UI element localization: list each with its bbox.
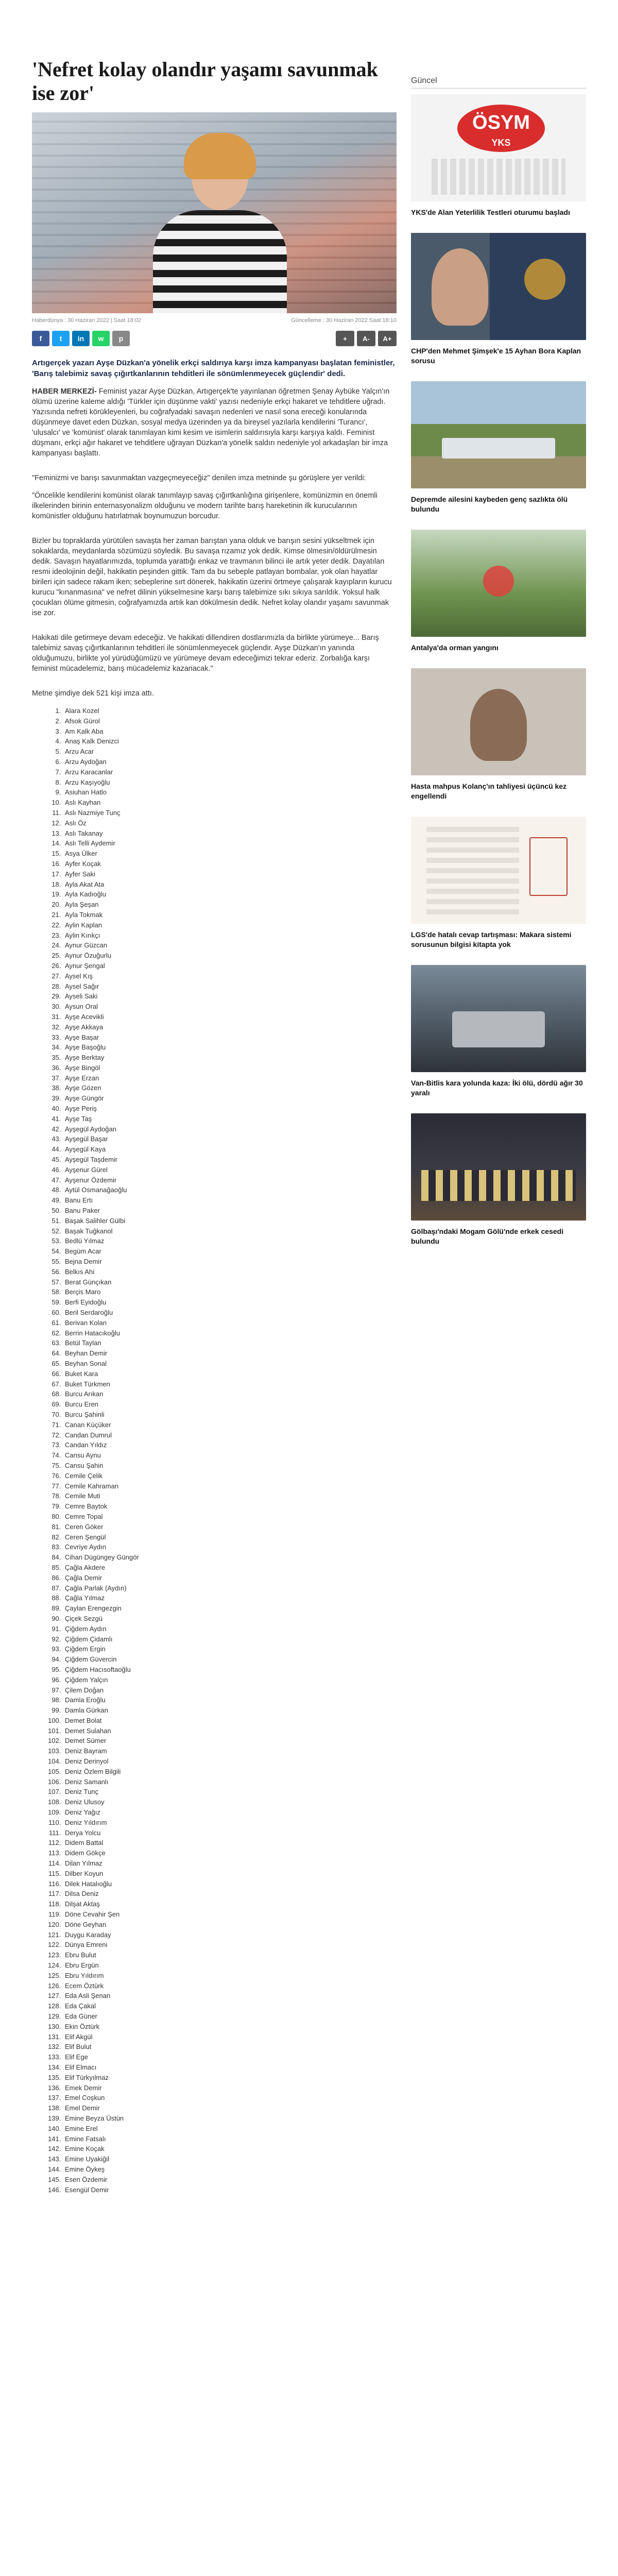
signatory-name: 93. Çiğdem Ergin xyxy=(63,1644,397,1654)
signatory-name: 20. Ayla Şeşan xyxy=(63,900,397,910)
signatory-name: 66. Buket Kara xyxy=(63,1369,397,1379)
signatory-name: 127. Eda Asli Şenan xyxy=(63,1991,397,2001)
article-meta xyxy=(32,317,397,324)
signatory-name: 6. Arzu Aydoğan xyxy=(63,757,397,767)
news-card-title[interactable]: Hasta mahpus Kolanç'ın tahliyesi üçüncü kez engellendi xyxy=(411,782,567,800)
news-thumbnail[interactable] xyxy=(411,381,586,488)
signatory-name: 37. Ayşe Erzan xyxy=(63,1073,397,1083)
signatory-name: 44. Ayşegül Kaya xyxy=(63,1144,397,1155)
hero-person-figure xyxy=(143,133,297,313)
signatory-name: 109. Deniz Yağız xyxy=(63,1807,397,1818)
signatory-name: 46. Ayşenur Gürel xyxy=(63,1165,397,1175)
signatory-name: 74. Cansu Aynu xyxy=(63,1450,397,1461)
signatory-name: 85. Çağla Akdere xyxy=(63,1563,397,1573)
signatory-name: 111. Derya Yolcu xyxy=(63,1828,397,1838)
signatory-name: 96. Çiğdem Yalçın xyxy=(63,1675,397,1685)
signatory-name: 47. Ayşenur Özdemir xyxy=(63,1175,397,1185)
signatory-name: 107. Deniz Tunç xyxy=(63,1787,397,1797)
signatory-name: 39. Ayşe Güngör xyxy=(63,1093,397,1104)
signatory-name: 9. Asiuhan Hatlo xyxy=(63,787,397,798)
signatory-name: 91. Çiğdem Aydın xyxy=(63,1624,397,1634)
signatory-name: 70. Burcu Şahinli xyxy=(63,1410,397,1420)
signatory-name: 104. Deniz Derinyol xyxy=(63,1756,397,1767)
signature-count: Metne şimdiye dek 521 kişi imza attı. xyxy=(32,689,154,698)
signatory-name: 62. Berrin Hatacıkoğlu xyxy=(63,1328,397,1338)
signatory-name: 116. Dilek Hatalıoğlu xyxy=(63,1879,397,1889)
signatory-name: 64. Beyhan Demir xyxy=(63,1348,397,1359)
news-card[interactable] xyxy=(411,530,586,653)
signatory-name: 17. Ayfer Saki xyxy=(63,869,397,879)
text-size-tools xyxy=(336,331,397,346)
signatory-name: 72. Candan Dumrul xyxy=(63,1430,397,1440)
signatory-name: 79. Cemre Baytok xyxy=(63,1501,397,1512)
signatory-name: 140. Emine Erel xyxy=(63,2124,397,2134)
print-button[interactable]: p xyxy=(112,331,130,346)
signatory-name: 101. Demet Sulahan xyxy=(63,1726,397,1736)
signatory-name: 117. Dilsa Deniz xyxy=(63,1889,397,1899)
signatory-name: 90. Çiçek Sezgü xyxy=(63,1614,397,1624)
signatory-name: 42. Ayşegül Aydoğan xyxy=(63,1124,397,1134)
signatory-name: 129. Eda Güner xyxy=(63,2011,397,2022)
signatory-name: 131. Elif Akgül xyxy=(63,2032,397,2042)
signatory-name: 121. Duygu Karaday xyxy=(63,1930,397,1940)
signatory-name: 77. Cemile Kahraman xyxy=(63,1481,397,1492)
signatory-name: 35. Ayşe Berktay xyxy=(63,1053,397,1063)
share-bar xyxy=(32,331,397,346)
signatory-name: 97. Çilem Doğan xyxy=(63,1685,397,1696)
signatory-name: 78. Cemile Muti xyxy=(63,1491,397,1501)
signatory-name: 142. Emine Koçak xyxy=(63,2144,397,2154)
signatory-name: 106. Deniz Samanlı xyxy=(63,1777,397,1787)
signatory-name: 137. Emel Coşkun xyxy=(63,2093,397,2103)
news-card-title[interactable]: YKS'de Alan Yeterlilik Testleri oturumu başladı xyxy=(411,208,570,216)
signatory-name: 48. Aytül Osmanağaoğlu xyxy=(63,1185,397,1195)
twitter-share-button[interactable]: t xyxy=(52,331,70,346)
signatory-name: 34. Ayşe Başoğlu xyxy=(63,1042,397,1053)
signatory-name: 49. Banu Ertı xyxy=(63,1195,397,1206)
signatory-name: 12. Aslı Öz xyxy=(63,818,397,828)
osym-logo: ÖSYM YKS xyxy=(457,105,545,152)
signatory-name: 102. Demet Sümer xyxy=(63,1736,397,1746)
signatory-name: 110. Deniz Yıldırım xyxy=(63,1818,397,1828)
signatory-name: 113. Didem Gökçe xyxy=(63,1848,397,1858)
signatory-name: 83. Cevriye Aydın xyxy=(63,1542,397,1552)
signatory-name: 22. Aylin Kaplan xyxy=(63,920,397,930)
signatory-name: 139. Emine Beyza Üstün xyxy=(63,2113,397,2124)
signatory-name: 135. Elif Türkyılmaz xyxy=(63,2073,397,2083)
signatory-name: 51. Başak Salihler Gülbi xyxy=(63,1216,397,1226)
signatory-name: 120. Döne Geyhan xyxy=(63,1920,397,1930)
signatory-name: 26. Aynur Şengal xyxy=(63,961,397,971)
signatory-name: 108. Deniz Ulusoy xyxy=(63,1797,397,1807)
signatory-name: 32. Ayşe Akkaya xyxy=(63,1022,397,1032)
publish-date: Haberdünya : 30 Haziran 2022 | Saat 18:02 xyxy=(32,317,142,324)
signatory-name: 145. Esen Özdemir xyxy=(63,2175,397,2185)
facebook-share-button[interactable]: f xyxy=(32,331,49,346)
signatory-name: 5. Arzu Acar xyxy=(63,747,397,757)
signatory-name: 16. Ayfer Koçak xyxy=(63,859,397,869)
sidebar-title: Güncel xyxy=(411,76,586,89)
news-card[interactable] xyxy=(411,817,586,950)
signatory-name: 58. Berçis Maro xyxy=(63,1287,397,1297)
dateline: HABER MERKEZİ- xyxy=(32,387,97,396)
signatory-name: 103. Deniz Bayram xyxy=(63,1746,397,1756)
signatory-name: 3. Am Kalk Aba xyxy=(63,726,397,737)
signatory-name: 80. Cemre Topal xyxy=(63,1512,397,1522)
news-thumbnail[interactable] xyxy=(411,1113,586,1221)
signatory-name: 143. Emine Uyakiğil xyxy=(63,2154,397,2164)
signatory-name: 57. Berat Günçıkan xyxy=(63,1277,397,1287)
article-hero-image xyxy=(32,112,397,313)
signatory-name: 125. Ebru Yıldırım xyxy=(63,1971,397,1981)
signatory-name: 4. Anaş Kalk Denizci xyxy=(63,736,397,747)
signatory-name: 105. Deniz Özlem Bilgili xyxy=(63,1767,397,1777)
news-card[interactable] xyxy=(411,668,586,801)
news-card[interactable] xyxy=(411,233,586,366)
signatory-name: 134. Elif Elmacı xyxy=(63,2062,397,2073)
signatory-name: 126. Ecem Öztürk xyxy=(63,1981,397,1991)
signatory-name: 50. Banu Paker xyxy=(63,1206,397,1216)
news-card[interactable] xyxy=(411,94,586,217)
news-card-title[interactable]: Antalya'da orman yangını xyxy=(411,643,499,652)
osym-logo-thumbnail[interactable] xyxy=(411,94,586,201)
signatory-name: 38. Ayşe Gözen xyxy=(63,1083,397,1093)
signatory-name: 76. Cemile Çelik xyxy=(63,1471,397,1481)
signatory-name: 82. Ceren Şengül xyxy=(63,1532,397,1543)
signatory-name: 43. Ayşegül Başar xyxy=(63,1134,397,1144)
signatory-name: 115. Dilber Koyun xyxy=(63,1869,397,1879)
signatory-name: 41. Ayşe Taş xyxy=(63,1114,397,1124)
font-increase-button[interactable]: A+ xyxy=(378,331,397,346)
article-paragraph: HABER MERKEZİ- Feminist yazar Ayşe Düzkan, Artıgerçek'te yayınlanan öğretmen Şenay Aybüke Yalçın'ın ölümü üzerine kaleme aldığı 'Türkler için düşünme vakti' yazısı nedeniyle erkçi hakaret ve tehditlere uğradı. Yazısında nefreti körükleyenleri, bu coğrafyadaki savaşın nedenleri ve nasıl sona ereceği konularında düşünmeye davet eden Düzkan, sosyal medya üzerinden ya da bireysel yazılarla kendilerini 'Turancı', 'ulusalcı' ve 'komünist' olarak tanımlayan kimi kesim ve isimlerin saldırısıyla karşı karşıya kaldı. Feminist düşmanı, erkçi ağır hakaret ve tehditlere uğrayan Düzkan'a yönelik saldırı nedeniyle yol arkadaşları bir imza kampanyası başlattı. xyxy=(32,387,390,457)
signatory-name: 1. Alara Kozel xyxy=(63,706,397,716)
signatory-name: 123. Ebru Bulut xyxy=(63,1950,397,1960)
signatory-name: 84. Cihan Dügüngey Güngör xyxy=(63,1552,397,1563)
signatory-name: 99. Damla Gürkan xyxy=(63,1705,397,1716)
signatory-name: 132. Elif Bulut xyxy=(63,2042,397,2052)
article-lead: Artıgerçek yazarı Ayşe Düzkan'a yönelik erkçi saldırıya karşı imza kampanyası başlatan feministler, 'Barış talebimiz savaş çığırtkanlarının tehditleri ile sönümlenmeyecek güçlendir' dedi. xyxy=(32,359,395,378)
whatsapp-share-button[interactable]: w xyxy=(92,331,110,346)
article-quote-paragraph: Hakikati dile getirmeye devam edeceğiz. Ve hakikati dillendiren dostlarımızla da birlikte yürümeye... Barış talebimiz savaş çığırtkanlarının tehditleri ile sönümlenmeyecek güçlendir. Ayşe Düzkan'ın yanında olduğumuzu, birlikte yol yürüdüğümüzü ve yürümeye devam edeceğimizi tekrar ederiz. Zorbalığa karşı feminist mücadelemiz, barış mücadelemiz kazanacak." xyxy=(32,634,379,673)
signatory-name: 146. Esengül Demir xyxy=(63,2185,397,2195)
signatory-name: 36. Ayşe Bingöl xyxy=(63,1063,397,1073)
signatory-name: 100. Demet Bolat xyxy=(63,1716,397,1726)
news-thumbnail[interactable] xyxy=(411,965,586,1072)
signatory-name: 24. Aynur Güzcan xyxy=(63,940,397,951)
signatory-name: 92. Çiğdem Çidamlı xyxy=(63,1634,397,1645)
news-card-title[interactable]: Van-Bitlis kara yolunda kaza: İki ölü, dördü ağır 30 yaralı xyxy=(411,1079,583,1097)
signatory-name: 124. Ebru Ergün xyxy=(63,1960,397,1971)
signatory-name: 128. Eda Çakal xyxy=(63,2001,397,2011)
share-buttons xyxy=(32,331,130,346)
signatory-name: 133. Elif Ege xyxy=(63,2052,397,2062)
signatory-name: 2. Afsok Gürol xyxy=(63,716,397,726)
signatory-name: 138. Emel Demir xyxy=(63,2103,397,2113)
signatory-name: 118. Dilşat Aktaş xyxy=(63,1899,397,1909)
signatory-name: 52. Başak Tuğkanol xyxy=(63,1226,397,1236)
fire-icon xyxy=(483,566,514,597)
signatory-name: 119. Döne Cevahir Şen xyxy=(63,1909,397,1920)
signatory-name: 87. Çağla Parlak (Aydın) xyxy=(63,1583,397,1594)
signatory-name: 98. Damla Eroğlu xyxy=(63,1695,397,1705)
news-thumbnail[interactable] xyxy=(411,817,586,924)
article-title: 'Nefret kolay olandır yaşamı savunmak ise zor' xyxy=(32,58,378,105)
signatory-name: 15. Asya Ülker xyxy=(63,849,397,859)
linkedin-share-button[interactable]: in xyxy=(72,331,90,346)
signatory-name: 63. Betül Taylan xyxy=(63,1338,397,1348)
signatory-name: 65. Beyhan Sonal xyxy=(63,1359,397,1369)
article-quote-paragraph: Bizler bu topraklarda yürütülen savaşta her zaman barıştan yana olduk ve barışın sesini yükseltmek için sokaklarda, meydanlarda sözümüzü söyledik. Bu savaşa rızamız yok dedik. Kimse ölmesin/öldürülmesin dedik. Savaşın hayatlarımızda, toplumda yarattığı enkaz ve travmanın bilinci ile artık yeter dedik. Dayatılan resmi ideolojinin değil, hakikatin peşinden gittik. Tam da bu sebeple patlayan bombalar, yok olan hayatlar birileri için sadece rakam iken; sebeplerine sırt dönerek, hakikatin üzerini örtmeye çalışarak kayıpların kurucu kurucu "kınanmasına" ve nefret dilinin yükselmesine karşı barış talebimize sıkı sıkıya sarıldık. Yoksul halk çocukları ölüme gitmesin, coğrafyamızda artık kan dökülmesin dedik. Nefret kolay olandır yaşamı savunmak ise zor. xyxy=(32,537,392,617)
police-emblem-icon xyxy=(524,259,565,300)
signatory-name: 94. Çiğdem Güvercin xyxy=(63,1654,397,1665)
update-date: Güncelleme : 30 Haziran 2022 Saat 18:10 xyxy=(291,317,397,324)
signatory-name: 144. Emine Öykeş xyxy=(63,2164,397,2175)
article-quote-paragraph: "Öncelikle kendilerini komünist olarak tanımlayıp savaş çığırtkanlığına girişenlere, komünizmin en önemli ilkelerinden birinin enternasyonalizm olduğunu ve modern tarihte barış hareketinin ilk kurucularının komünistler olduğunu hatırlatmak boynumuzun borcudur. xyxy=(32,492,377,520)
signatory-name: 67. Buket Türkmen xyxy=(63,1379,397,1389)
signatory-name: 59. Berfi Eyidoğlu xyxy=(63,1297,397,1308)
signatory-name: 21. Ayla Tokmak xyxy=(63,910,397,920)
news-thumbnail[interactable] xyxy=(411,530,586,637)
signatory-name: 10. Aslı Kayhan xyxy=(63,798,397,808)
signatory-name: 18. Ayla Akat Ata xyxy=(63,879,397,890)
signatory-list xyxy=(32,706,397,2195)
signatory-name: 73. Candan Yıldız xyxy=(63,1440,397,1450)
news-card-title[interactable]: CHP'den Mehmet Şimşek'e 15 Ayhan Bora Kaplan sorusu xyxy=(411,347,581,365)
news-thumbnail[interactable] xyxy=(411,668,586,775)
news-card-title[interactable]: Depremde ailesini kaybeden genç sazlıkta ölü bulundu xyxy=(411,495,568,513)
signatory-name: 45. Ayşegül Taşdemir xyxy=(63,1155,397,1165)
news-thumbnail[interactable] xyxy=(411,233,586,340)
signatory-name: 81. Ceren Göker xyxy=(63,1522,397,1532)
font-decrease-button[interactable]: A- xyxy=(357,331,375,346)
signatory-name: 27. Aysel Kış xyxy=(63,971,397,981)
signatory-name: 19. Ayla Kadıoğlu xyxy=(63,889,397,900)
signatory-name: 55. Bejna Demir xyxy=(63,1257,397,1267)
signatory-name: 141. Emine Fatsalı xyxy=(63,2134,397,2144)
signatory-name: 60. Beril Serdaroğlu xyxy=(63,1308,397,1318)
signatory-name: 53. Bedlü Yılmaz xyxy=(63,1236,397,1246)
signatory-name: 33. Ayşe Başar xyxy=(63,1032,397,1043)
news-card[interactable] xyxy=(411,965,586,1098)
news-card-title[interactable]: Gölbaşı'ndaki Mogam Gölü'nde erkek cesedi bulundu xyxy=(411,1227,564,1245)
news-card[interactable] xyxy=(411,1113,586,1246)
signatory-name: 13. Aslı Takanay xyxy=(63,828,397,839)
signatory-name: 88. Çağla Yılmaz xyxy=(63,1593,397,1603)
signatory-name: 31. Ayşe Acevikli xyxy=(63,1012,397,1022)
signatory-name: 122. Dünya Emreni xyxy=(63,1940,397,1950)
signatory-name: 114. Dilan Yılmaz xyxy=(63,1858,397,1869)
signatory-name: 29. Ayseli Saki xyxy=(63,991,397,1002)
article-paragraph: "Feminizmi ve barışı savunmaktan vazgeçmeyeceğiz" denilen imza metninde şu görüşlere yer verildi: xyxy=(32,474,366,482)
sidebar xyxy=(411,76,586,1262)
signatory-name: 136. Emek Demir xyxy=(63,2083,397,2093)
signatory-name: 86. Çağla Demir xyxy=(63,1573,397,1583)
zoom-in-button[interactable]: + xyxy=(336,331,354,346)
signatory-name: 71. Canan Küçüker xyxy=(63,1420,397,1430)
signatory-name: 95. Çiğdem Hacısoftaoğlu xyxy=(63,1665,397,1675)
signatory-name: 75. Cansu Şahin xyxy=(63,1461,397,1471)
signatory-name: 89. Çaylan Erengezgin xyxy=(63,1603,397,1614)
signatory-name: 40. Ayşe Periş xyxy=(63,1104,397,1114)
signatory-name: 68. Burcu Arıkan xyxy=(63,1389,397,1399)
signatory-name: 7. Arzu Karacanlar xyxy=(63,767,397,777)
article xyxy=(32,58,397,2195)
signatory-name: 112. Didem Battal xyxy=(63,1838,397,1848)
signatory-name: 23. Aylin Kırıkçı xyxy=(63,930,397,941)
signatory-name: 25. Aynur Özuğurlu xyxy=(63,951,397,961)
signatory-name: 28. Aysel Sağır xyxy=(63,981,397,992)
signatory-name: 8. Arzu Kaşıyoğlu xyxy=(63,777,397,788)
signatory-name: 69. Burcu Eren xyxy=(63,1399,397,1410)
signatory-name: 11. Aslı Nazmiye Tunç xyxy=(63,808,397,818)
signatory-name: 130. Ekin Öztürk xyxy=(63,2022,397,2032)
news-card-title[interactable]: LGS'de hatalı cevap tartışması: Makara sistemi sorusunun bilgisi kitapta yok xyxy=(411,930,572,948)
signatory-name: 56. Belkıs Ahi xyxy=(63,1267,397,1277)
signatory-name: 54. Begüm Acar xyxy=(63,1246,397,1257)
signatory-name: 30. Aysun Oral xyxy=(63,1002,397,1012)
signatory-name: 61. Berivan Kolan xyxy=(63,1318,397,1328)
news-card[interactable] xyxy=(411,381,586,514)
signatory-name: 14. Aslı Telli Aydemir xyxy=(63,838,397,849)
